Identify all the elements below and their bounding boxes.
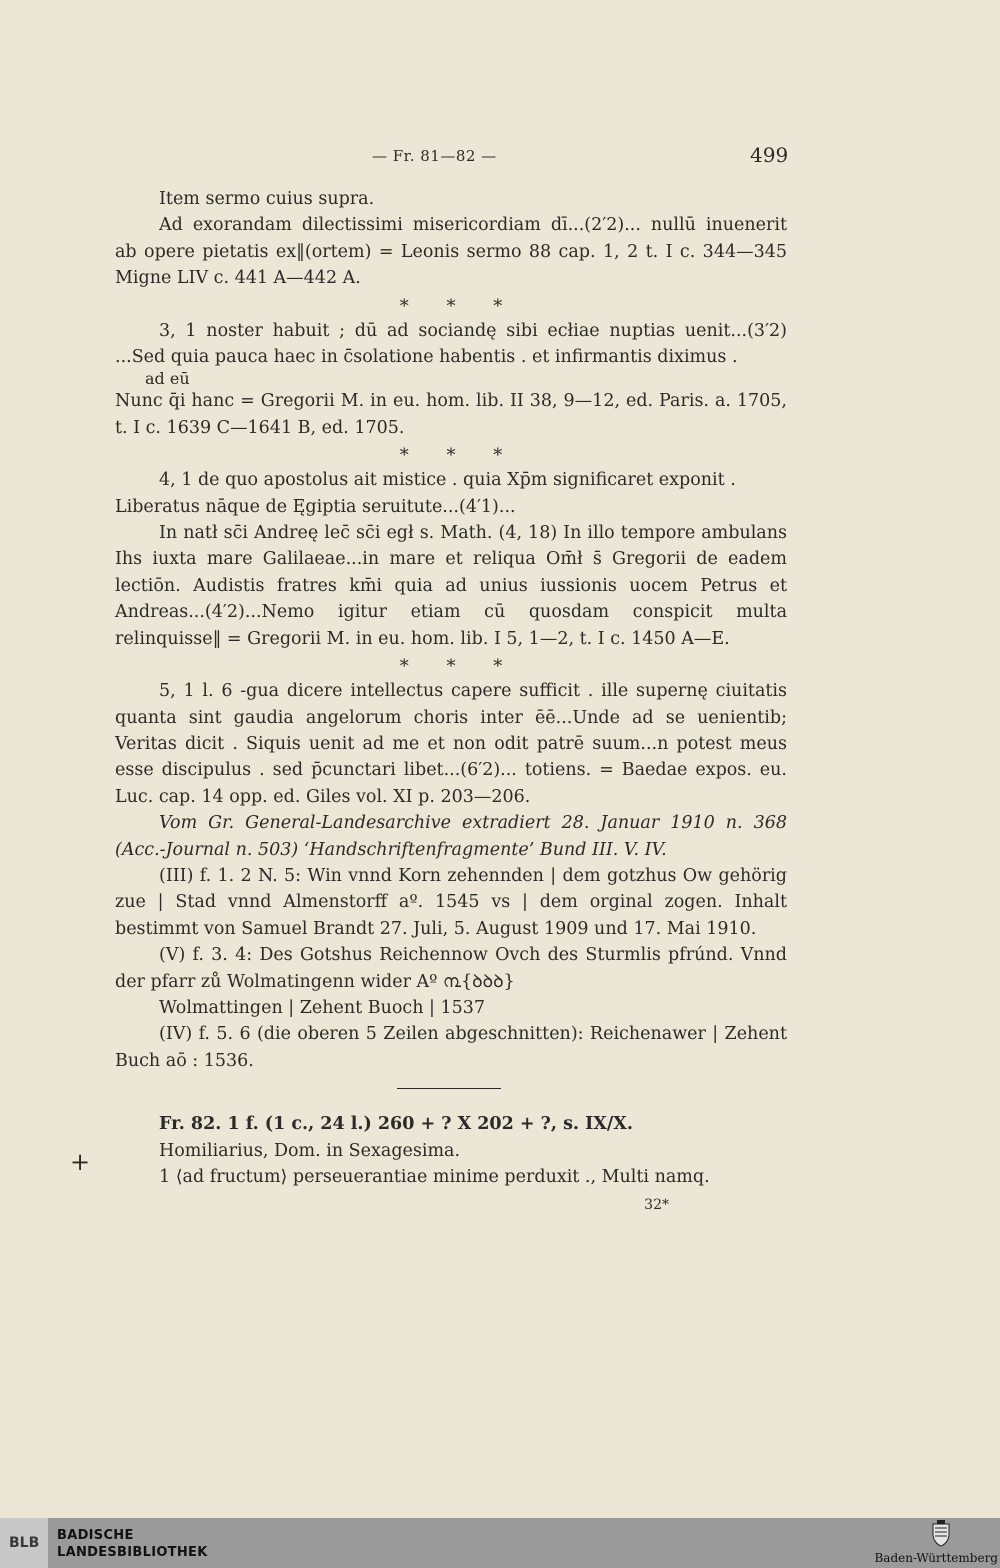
logo-text: BLB <box>9 1535 40 1551</box>
fragment-heading: Fr. 82. 1 f. (1 c., 24 l.) 260 + ? X 202 + ?, s. IX/X. <box>159 1114 633 1135</box>
paragraph: Vom Gr. General-Landesarchive extradiert 28. Januar 1910 n. 368 (Acc.-Journal n. 503) ‘Handschriftenfragmente’ Bund III. V. IV. <box>115 813 787 860</box>
paragraph: (V) f. 3. 4: Des Gotshus Reichennow Ovch des Sturmlis pfrúnd. Vnnd der pfarr zů Wolmatingenn wider Aº ൩{ꝺꝺꝺ} <box>115 945 787 992</box>
section-divider: * * * <box>399 445 519 467</box>
section-rule <box>397 1088 501 1089</box>
section-divider: * * * <box>399 656 519 678</box>
paragraph: Wolmattingen | Zehent Buoch | 1537 <box>159 997 486 1018</box>
fragment-subtitle: Homiliarius, Dom. in Sexagesima. <box>159 1140 461 1161</box>
state-label: Baden-Württemberg <box>874 1551 998 1565</box>
library-name <box>57 1527 208 1561</box>
paragraph: In natł sc̄i Andreę lec̄ sc̄i egł s. Math. (4, 18) In illo tempore ambulans Ihs iuxta mare Galilaeae...in mare et reliqua Om̄ł s̄ Gregorii de eadem lectiōn. Audistis fratres km̄i quia ad unius iussionis uocem Petrus et Andreas...(4′2)...Nemo igitur etiam cū quosdam conspicit multa relinquisse‖ = Gregorii M. in eu. hom. lib. I 5, 1—2, t. I c. 1450 A—E. <box>115 523 787 649</box>
paragraph: Nunc q̄i hanc = Gregorii M. in eu. hom. lib. II 38, 9—12, ed. Paris. a. 1705, t. I c. 1639 C—1641 B, ed. 1705. <box>115 391 787 438</box>
paragraph: 4, 1 de quo apostolus ait mistice . quia Xp̄m significaret exponit . <box>159 470 736 491</box>
paragraph: (III) f. 1. 2 N. 5: Win vnnd Korn zehennden | dem gotzhus Ow gehörig zue | Stad vnnd Almenstorff aº. 1545 vs | dem orginal zogen. Inhalt bestimmt von Samuel Brandt 27. Juli, 5. August 1909 und 17. Mai 1910. <box>115 865 787 939</box>
paragraph: (IV) f. 5. 6 (die oberen 5 Zeilen abgeschnitten): Reichenawer | Zehent Buch aō : 1536. <box>115 1024 787 1071</box>
interlinear-note: ad eū <box>145 369 190 389</box>
margin-mark: + <box>70 1148 91 1176</box>
library-name-line1: BADISCHE <box>57 1528 134 1543</box>
library-name-line2: LANDESBIBLIOTHEK <box>57 1545 208 1560</box>
paragraph: 3, 1 noster habuit ; dū ad sociandę sibi ecłiae nuptias uenit...(3′2) ...Sed quia pauca haec in c̄solatione habentis . et infirmantis diximus . <box>115 320 787 368</box>
main-text <box>115 186 787 1219</box>
page-number: 499 <box>750 143 789 167</box>
running-header: — Fr. 81—82 — <box>372 147 497 165</box>
footer-bar <box>0 1518 1000 1568</box>
coat-of-arms-icon <box>930 1520 952 1548</box>
paragraph: Liberatus nāque de Ęgiptia seruitute...(4′1)... <box>115 496 516 517</box>
blb-logo-icon <box>0 1518 48 1568</box>
paragraph: Item sermo cuius supra. <box>159 189 375 209</box>
signature-mark: 32* <box>644 1197 669 1214</box>
paragraph: 1 ⟨ad fructum⟩ perseuerantiae minime perduxit ., Multi namq. <box>159 1167 710 1187</box>
paragraph: 5, 1 l. 6 -gua dicere intellectus capere sufficit . ille supernę ciuitatis quanta sint gaudia angelorum choris inter ēē...Unde ad se uenientib; Veritas dicit . Siquis uenit ad me et non odit patrē suum...n potest meus esse discipulus . sed p̄cunctari libet...(6′2)... totiens. = Baedae expos. eu. Luc. cap. 14 opp. ed. Giles vol. XI p. 203—206. <box>115 681 787 807</box>
paragraph: Ad exorandam dilectissimi misericordiam dī...(2′2)... nullū inuenerit ab opere pietatis ex‖(ortem) = Leonis sermo 88 cap. 1, 2 t. I c. 344—345 Migne LIV c. 441 A—442 A. <box>115 215 787 289</box>
section-divider: * * * <box>399 295 519 317</box>
